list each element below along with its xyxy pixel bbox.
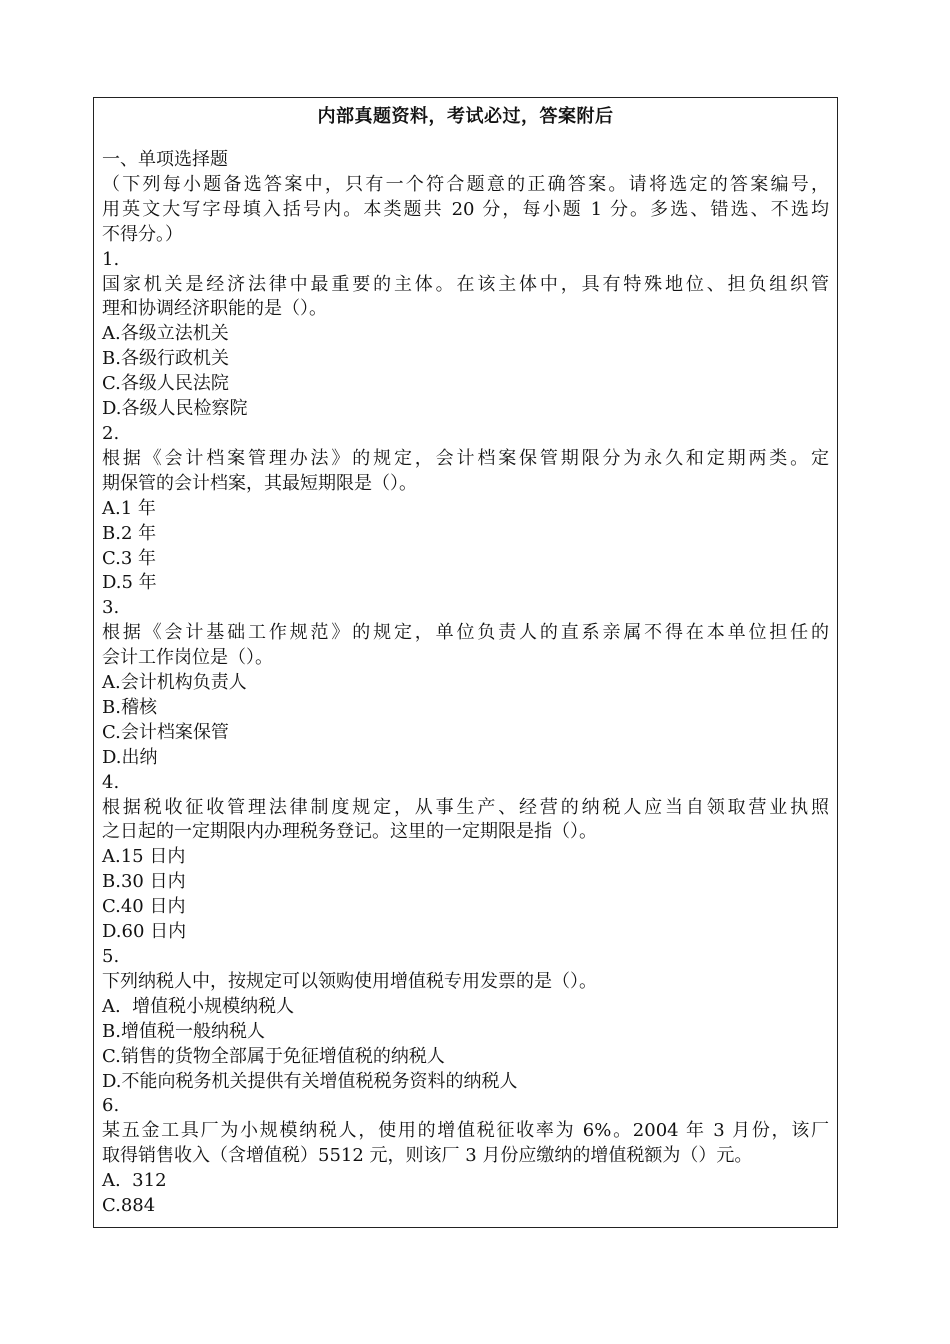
option-a: A.15 日内 (102, 846, 186, 868)
option-a: A.会计机构负责人 (102, 672, 247, 694)
option-d: D.出纳 (102, 746, 158, 768)
option-b: B.2 年 (102, 522, 157, 544)
question-stem-line: 理和协调经济职能的是（）。 (102, 298, 327, 320)
question-number: 2. (102, 422, 120, 444)
option-b: B.各级行政机关 (102, 348, 229, 370)
question-1 (102, 248, 829, 422)
option-d: D.各级人民检察院 (102, 398, 248, 420)
question-6 (102, 1094, 829, 1219)
option-b: B.稽核 (102, 696, 157, 718)
question-stem-line: 根据税收征收管理法律制度规定，从事生产、经营的纳税人应当自领取营业执照 (102, 796, 829, 818)
option-c: C.各级人民法院 (102, 373, 229, 395)
question-stem-line: 根据《会计档案管理办法》的规定，会计档案保管期限分为永久和定期两类。定 (102, 447, 829, 469)
option-d: D.5 年 (102, 572, 157, 594)
question-number: 1. (102, 248, 120, 270)
question-number: 3. (102, 597, 120, 619)
question-stem-line: 会计工作岗位是（）。 (102, 647, 273, 669)
question-stem-line: 期保管的会计档案，其最短期限是（）。 (102, 472, 417, 494)
option-a: A. 312 (102, 1170, 167, 1192)
instructions-line: 用英文大写字母填入括号内。本类题共 20 分，每小题 1 分。多选、错选、不选均 (102, 198, 829, 220)
option-d: D.不能向税务机关提供有关增值税税务资料的纳税人 (102, 1070, 518, 1092)
option-c: C.884 (102, 1195, 156, 1217)
document-frame (93, 97, 838, 1228)
question-2 (102, 422, 829, 596)
option-b: B.增值税一般纳税人 (102, 1020, 265, 1042)
option-a: A.各级立法机关 (102, 323, 229, 345)
instructions-line: （下列每小题备选答案中，只有一个符合题意的正确答案。请将选定的答案编号， (102, 173, 829, 195)
option-b: B.30 日内 (102, 871, 186, 893)
option-a: A. 增值税小规模纳税人 (102, 995, 295, 1017)
question-5 (102, 945, 829, 1094)
question-stem-line: 之日起的一定期限内办理税务登记。这里的一定期限是指（）。 (102, 821, 597, 843)
option-a: A.1 年 (102, 497, 156, 519)
option-c: C.40 日内 (102, 896, 186, 918)
option-c: C.3 年 (102, 547, 157, 569)
question-stem-line: 取得销售收入（含增值税）5512 元，则该厂 3 月份应缴纳的增值税额为（）元。 (102, 1145, 753, 1167)
question-stem-line: 下列纳税人中，按规定可以领购使用增值税专用发票的是（）。 (102, 970, 597, 992)
document-body (102, 148, 829, 1219)
option-c: C.销售的货物全部属于免征增值税的纳税人 (102, 1045, 445, 1067)
question-stem-line: 根据《会计基础工作规范》的规定，单位负责人的直系亲属不得在本单位担任的 (102, 622, 829, 644)
instructions-line: 不得分。） (102, 223, 183, 245)
question-stem-line: 国家机关是经济法律中最重要的主体。在该主体中，具有特殊地位、担负组织管 (102, 273, 829, 295)
question-number: 6. (102, 1095, 120, 1117)
question-number: 5. (102, 946, 120, 967)
document-title: 内部真题资料，考试必过，答案附后 (317, 106, 614, 127)
option-d: D.60 日内 (102, 921, 187, 943)
question-number: 4. (102, 771, 120, 793)
question-4 (102, 771, 829, 945)
question-3 (102, 596, 829, 770)
option-c: C.会计档案保管 (102, 721, 229, 743)
section-heading: 一、单项选择题 (102, 149, 228, 170)
question-stem-line: 某五金工具厂为小规模纳税人，使用的增值税征收率为 6%。2004 年 3 月份，该厂 (102, 1120, 829, 1142)
